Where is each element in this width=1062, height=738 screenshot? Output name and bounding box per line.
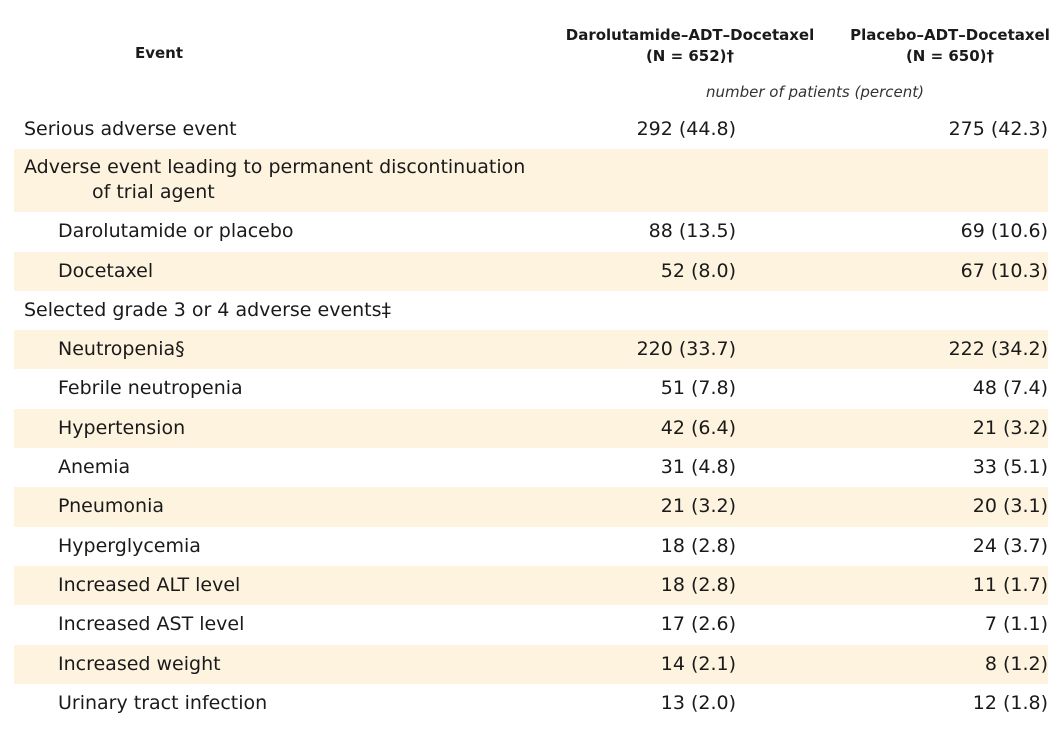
table-header [0, 0, 1062, 110]
row-label: Hyperglycemia [58, 534, 201, 557]
table-row [14, 684, 1048, 723]
table-body [14, 110, 1048, 723]
darolutamide-value: 42 (6.4) [660, 416, 736, 439]
column-header-placebo-n: (N = 650)† [905, 47, 995, 65]
table-row [14, 409, 1048, 448]
row-label-line2: of trial agent [92, 181, 215, 204]
placebo-value: 275 (42.3) [948, 118, 1048, 140]
table-row [14, 645, 1048, 684]
placebo-value: 11 (1.7) [972, 573, 1048, 596]
table-row [14, 291, 1048, 330]
table-row [14, 252, 1048, 291]
row-label: Increased weight [58, 652, 221, 675]
row-label: Darolutamide or placebo [58, 220, 294, 243]
table-row [14, 448, 1048, 487]
placebo-value: 8 (1.2) [984, 652, 1048, 675]
placebo-value: 222 (34.2) [948, 338, 1048, 361]
row-label: Anemia [58, 456, 131, 479]
row-label: Urinary tract infection [58, 691, 268, 714]
darolutamide-value: 21 (3.2) [660, 495, 736, 518]
darolutamide-value: 88 (13.5) [648, 220, 736, 243]
column-header-placebo-name: Placebo–ADT–Docetaxel [850, 26, 1050, 44]
row-label: Docetaxel [58, 259, 154, 282]
table-row [14, 605, 1048, 644]
row-label: Pneumonia [58, 495, 164, 518]
row-label: Increased ALT level [58, 573, 241, 596]
table-row [14, 212, 1048, 251]
darolutamide-value: 51 (7.8) [660, 377, 736, 400]
darolutamide-value: 292 (44.8) [636, 118, 736, 140]
table-row [14, 527, 1048, 566]
row-label: Selected grade 3 or 4 adverse events‡ [24, 298, 392, 321]
table-row [14, 149, 1048, 212]
column-header-event: Event [134, 44, 184, 62]
placebo-value: 7 (1.1) [984, 613, 1048, 636]
placebo-value: 12 (1.8) [972, 691, 1048, 714]
placebo-value: 24 (3.7) [972, 534, 1048, 557]
row-label [24, 155, 525, 205]
unit-label: number of patients (percent) [706, 83, 924, 101]
placebo-value: 48 (7.4) [972, 377, 1048, 400]
row-label: Serious adverse event [24, 118, 237, 140]
placebo-value: 69 (10.6) [960, 220, 1048, 243]
darolutamide-value: 13 (2.0) [660, 691, 736, 714]
placebo-value: 33 (5.1) [972, 456, 1048, 479]
row-label: Febrile neutropenia [58, 377, 243, 400]
table-row [14, 487, 1048, 526]
column-header-placebo [840, 25, 1060, 67]
darolutamide-value: 52 (8.0) [660, 259, 736, 282]
row-label: Hypertension [58, 416, 186, 439]
table-row [14, 566, 1048, 605]
darolutamide-value: 14 (2.1) [660, 652, 736, 675]
darolutamide-value: 220 (33.7) [636, 338, 736, 361]
table-row [14, 369, 1048, 408]
placebo-value: 21 (3.2) [972, 416, 1048, 439]
column-header-darolutamide-n: (N = 652)† [645, 47, 735, 65]
row-label-line1: Adverse event leading to permanent discontinuation [24, 156, 526, 179]
column-header-darolutamide [560, 25, 820, 67]
row-label: Neutropenia§ [58, 338, 185, 361]
row-label: Increased AST level [58, 613, 245, 636]
placebo-value: 20 (3.1) [972, 495, 1048, 518]
darolutamide-value: 18 (2.8) [660, 573, 736, 596]
column-header-darolutamide-name: Darolutamide–ADT–Docetaxel [565, 26, 815, 44]
placebo-value: 67 (10.3) [960, 259, 1048, 282]
darolutamide-value: 31 (4.8) [660, 456, 736, 479]
table-row [14, 110, 1048, 149]
darolutamide-value: 18 (2.8) [660, 534, 736, 557]
table-row [14, 330, 1048, 369]
darolutamide-value: 17 (2.6) [660, 613, 736, 636]
